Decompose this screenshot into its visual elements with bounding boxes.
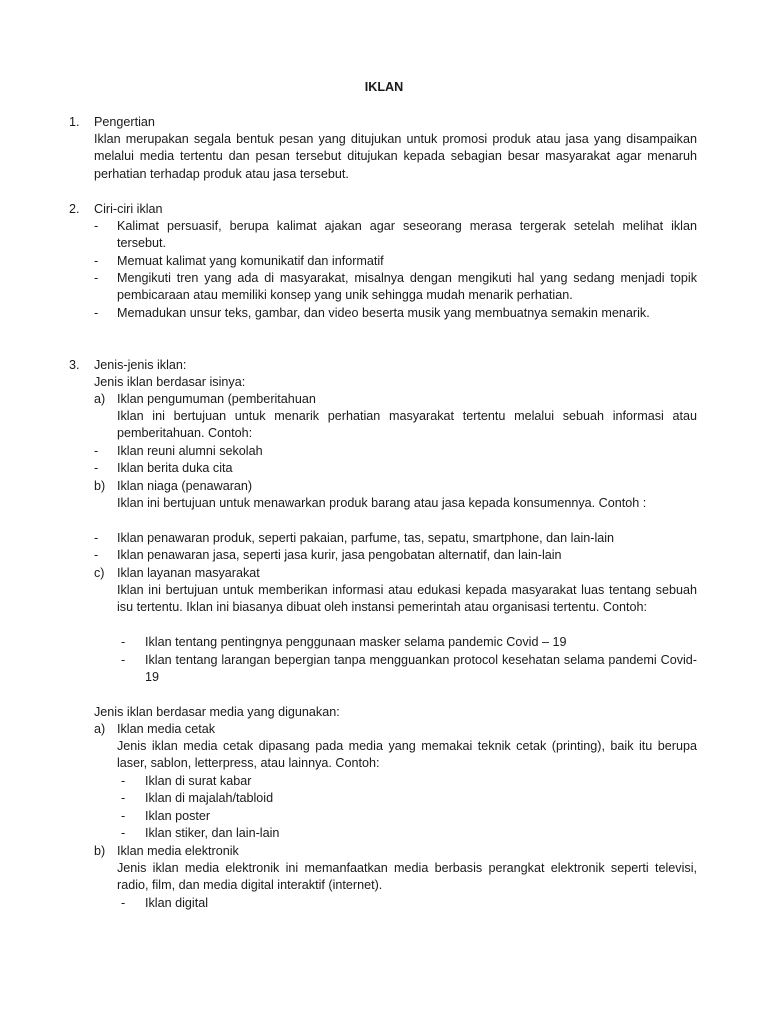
section-3-number: 3. — [69, 358, 80, 372]
media-b-text: Jenis iklan media elektronik ini memanfaatkan media berbasis perangkat elektronik seperti televisi, radio, film, dan media digital interaktif (internet). — [117, 861, 697, 893]
document-title: IKLAN — [364, 80, 404, 94]
list-item: Memuat kalimat yang komunikatif dan informatif — [117, 254, 384, 268]
media-a-title: Iklan media cetak — [117, 722, 216, 736]
subheading-by-media: Jenis iklan berdasar media yang digunakan: — [94, 705, 340, 719]
list-item: Iklan di majalah/tabloid — [145, 791, 274, 805]
list-item: Mengikuti tren yang ada di masyarakat, misalnya dengan mengikuti hal yang sedang menjadi topik pembicaraan atau memiliki konsep yang unik sehingga mudah menarik perhatian. — [117, 271, 697, 303]
media-a-label: a) — [94, 722, 106, 736]
list-item: Iklan tentang larangan bepergian tanpa mengguankan protocol kesehatan selama pandemi Covid-19 — [145, 653, 697, 685]
item-a-title: Iklan pengumuman (pemberitahuan — [117, 392, 316, 406]
item-b-title: Iklan niaga (penawaran) — [117, 479, 253, 493]
bullet-dash: - — [94, 219, 99, 233]
list-item: Iklan tentang pentingnya penggunaan masker selama pandemic Covid – 19 — [145, 635, 567, 649]
media-a-text: Jenis iklan media cetak dipasang pada media yang memakai teknik cetak (printing), baik itu berupa laser, sablon, letterpress, atau lainnya. Contoh: — [117, 739, 697, 771]
item-a-text: Iklan ini bertujuan untuk menarik perhatian masyarakat tertentu melalui sebuah informasi atau pemberitahuan. Contoh: — [117, 409, 697, 441]
bullet-dash: - — [121, 635, 126, 649]
subheading-by-content: Jenis iklan berdasar isinya: — [94, 375, 246, 389]
bullet-dash: - — [94, 548, 99, 562]
list-item: Iklan penawaran jasa, seperti jasa kurir, jasa pengobatan alternatif, dan lain-lain — [117, 548, 562, 562]
item-b-text: Iklan ini bertujuan untuk menawarkan produk barang atau jasa kepada konsumennya. Contoh : — [117, 496, 647, 510]
item-c-title: Iklan layanan masyarakat — [117, 566, 260, 580]
section-2-number: 2. — [69, 202, 80, 216]
bullet-dash: - — [121, 826, 126, 840]
list-item: Iklan reuni alumni sekolah — [117, 444, 263, 458]
bullet-dash: - — [121, 774, 126, 788]
list-item: Iklan digital — [145, 896, 209, 910]
bullet-dash: - — [94, 254, 99, 268]
item-a-label: a) — [94, 392, 106, 406]
section-3-heading: Jenis-jenis iklan: — [94, 358, 187, 372]
media-b-title: Iklan media elektronik — [117, 844, 239, 858]
bullet-dash: - — [121, 896, 126, 910]
list-item: Iklan poster — [145, 809, 211, 823]
bullet-dash: - — [121, 653, 126, 667]
section-1-heading: Pengertian — [94, 115, 155, 129]
section-1-text: Iklan merupakan segala bentuk pesan yang ditujukan untuk promosi produk atau jasa yang disampaikan melalui media tertentu dan pesan tersebut ditujukan kepada sebagian besar masyarakat agar menaruh perhatian terhadap produk atau jasa tersebut. — [94, 132, 697, 181]
item-c-label: c) — [94, 566, 105, 580]
list-item: Kalimat persuasif, berupa kalimat ajakan agar seseorang merasa tergerak setelah melihat iklan tersebut. — [117, 219, 697, 251]
list-item: Iklan stiker, dan lain-lain — [145, 826, 280, 840]
bullet-dash: - — [94, 531, 99, 545]
section-1-number: 1. — [69, 115, 80, 129]
media-b-label: b) — [94, 844, 106, 858]
list-item: Iklan di surat kabar — [145, 774, 252, 788]
item-b-label: b) — [94, 479, 106, 493]
bullet-dash: - — [121, 809, 126, 823]
list-item: Memadukan unsur teks, gambar, dan video beserta musik yang membuatnya semakin menarik. — [117, 306, 650, 320]
bullet-dash: - — [94, 271, 99, 285]
bullet-dash: - — [94, 444, 99, 458]
item-c-text: Iklan ini bertujuan untuk memberikan informasi atau edukasi kepada masyarakat luas tentang sebuah isu tertentu. Iklan ini biasanya dibuat oleh instansi pemerintah atau organisasi tertentu. Contoh: — [117, 583, 697, 615]
list-item: Iklan berita duka cita — [117, 461, 233, 475]
bullet-dash: - — [121, 791, 126, 805]
bullet-dash: - — [94, 306, 99, 320]
list-item: Iklan penawaran produk, seperti pakaian, parfume, tas, sepatu, smartphone, dan lain-lain — [117, 531, 615, 545]
bullet-dash: - — [94, 461, 99, 475]
section-2-heading: Ciri-ciri iklan — [94, 202, 163, 216]
